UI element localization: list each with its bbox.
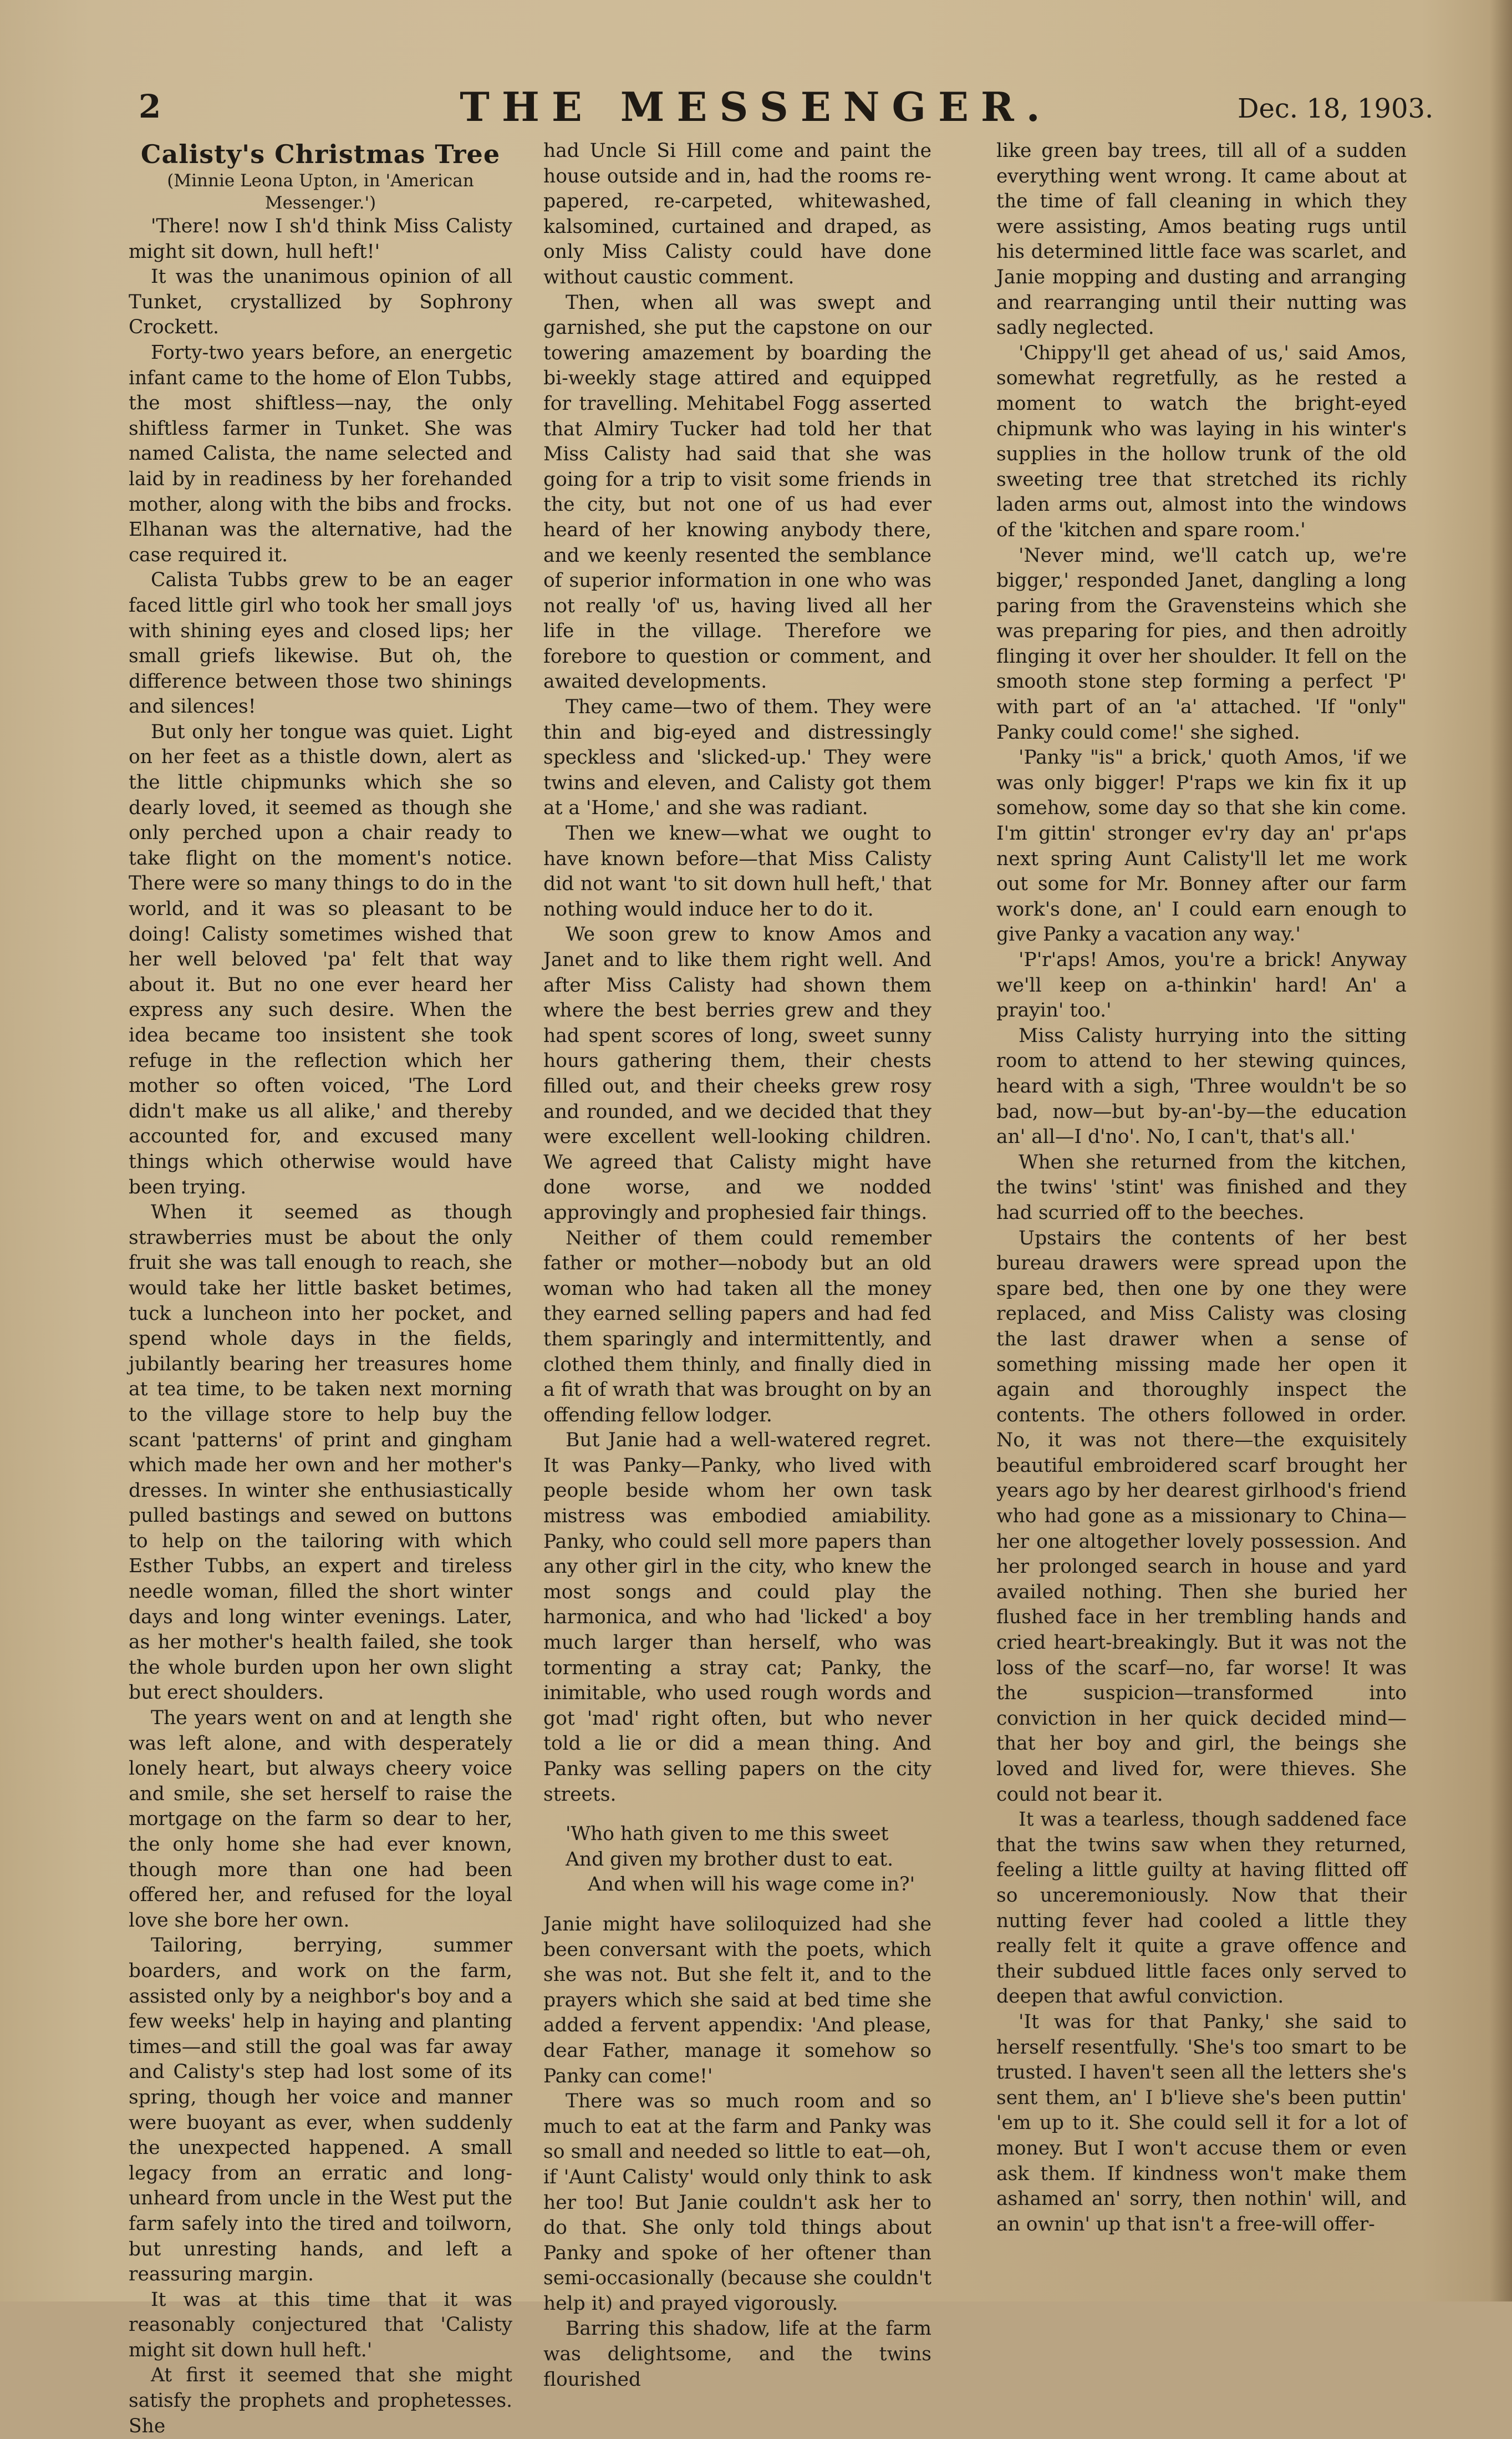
story-title: Calisty's Christmas Tree — [140, 139, 501, 169]
paragraph: Upstairs the contents of her best bureau drawers were spread upon the spare bed, then one by one they were replaced, and Miss Calisty was closing the last drawer when a sense of something missing made her open it again and thoroughly inspect the contents. The others followed in order. No, it was not there—the exquisitely beautiful embroidered scarf brought her years ago by her dearest girlhood's friend who had gone as a missionary to China—her one altogether lovely possession. And her prolonged search in house and yard availed nothing. Then she buried her flushed face in her trembling hands and cried heart-breakingly. But it was not the loss of the scarf—no, far worse! It was the suspicion—transformed into conviction in her quick decided mind—that her boy and girl, the beings she loved and lived for, were thieves. She could not bear it. — [996, 1227, 1407, 1806]
paragraph: Miss Calisty hurrying into the sitting room to attend to her stewing quinces, heard with a sigh, 'Three wouldn't be so bad, now—but by-an'-by—the education an' all—I d'no'. No, I can't, that's all.' — [996, 1024, 1407, 1149]
paragraph: 'It was for that Panky,' she said to herself resentfully. 'She's too smart to be trusted. I haven't seen all the letters she's sent them, an' I b'lieve she's been puttin' 'em up to it. She could sell it for a lot of money. But I won't accuse them or even ask them. If kindness won't make them ashamed an' sorry, then nothin' will, and an ownin' up that isn't a free-will offer- — [996, 2010, 1407, 2235]
verse-quote — [543, 1822, 931, 1898]
paragraph: 'Panky "is" a brick,' quoth Amos, 'if we was only bigger! P'raps we kin fix it up somehow, some day so that she kin come. I'm gittin' stronger ev'ry day an' pr'aps next spring Aunt Calisty'll let me work out some for Mr. Bonney after our farm work's done, an' I could earn enough to give Panky a vacation any way.' — [996, 746, 1407, 946]
paragraph: 'Never mind, we'll catch up, we're bigger,' responded Janet, dangling a long paring from the Gravensteins which she was preparing for pies, and then adroitly flinging it over her shoulder. It fell on the smooth stone step forming a perfect 'P' with part of an 'a' attached. 'If "only" Panky could come!' she sighed. — [996, 544, 1407, 744]
paragraph: Forty-two years before, an energetic infant came to the home of Elon Tubbs, the most shiftless—nay, the only shiftless farmer in Tunket. She was named Calista, the name selected and laid by in readiness by her forehanded mother, along with the bibs and frocks. Elhanan was the alternative, had the case required it. — [129, 341, 512, 566]
paragraph: When it seemed as though strawberries must be about the only fruit she was tall enough to reach, she would take her little basket betimes, tuck a luncheon into her pocket, and spend whole days in the fields, jubilantly bearing her treasures home at tea time, to be taken next morning to the village store to help buy the scant 'patterns' of print and gingham which made her own and her mother's dresses. In winter she enthusiastically pulled bastings and sewed on buttons to help on the tailoring with which Esther Tubbs, an expert and tireless needle woman, filled the short winter days and long winter evenings. Later, as her mother's health failed, she took the whole burden upon her own slight but erect shoulders. — [129, 1201, 512, 1704]
paragraph: But Janie had a well-watered regret. It was Panky—Panky, who lived with people beside whom her own task mistress was embodied amiability. Panky, who could sell more papers than any other girl in the city, who knew the most songs and could play the harmonica, and who had 'licked' a boy much larger than herself, who was tormenting a stray cat; Panky, the inimitable, who used rough words and got 'mad' right often, but who never told a lie or did a mean thing. And Panky was selling papers on the city streets. — [543, 1429, 931, 1806]
newspaper-title: THE MESSENGER. — [460, 83, 1052, 130]
column-3 — [996, 139, 1407, 2237]
verse-line: And given my brother dust to eat. — [566, 1848, 894, 1871]
masthead — [0, 78, 1512, 139]
paragraph: 'P'r'aps! Amos, you're a brick! Anyway we'll keep on a-thinkin' hard! An' a prayin' too.' — [996, 949, 1407, 1022]
paragraph: Neither of them could remember father or mother—nobody but an old woman who had taken all the money they earned selling papers and had fed them sparingly and intermittently, and clothed them thinly, and finally died in a fit of wrath that was brought on by an offending fellow lodger. — [543, 1227, 931, 1426]
paragraph: It was a tearless, though saddened face that the twins saw when they returned, feeling a little guilty at having flitted off so unceremoniously. Now that their nutting fever had cooled a little they really felt it quite a grave offence and their subdued little faces only served to deepen that awful conviction. — [996, 1808, 1407, 2008]
verse-line: 'Who hath given to me this sweet — [566, 1823, 889, 1846]
paragraph: Then, when all was swept and garnished, she put the capstone on our towering amazement by boarding the bi-weekly stage attired and equipped for travelling. Mehitabel Fogg asserted that Almiry Tucker had told her that Miss Calisty had said that she was going for a trip to visit some friends in the city, but not one of us had ever heard of her knowing anybody there, and we keenly resented the semblance of superior information in one who was not really 'of' us, having lived all her life in the village. Therefore we forebore to question or comment, and awaited developments. — [543, 291, 931, 693]
paragraph: Barring this shadow, life at the farm was delightsome, and the twins flourished — [543, 2318, 931, 2391]
paragraph: Janie might have soliloquized had she been conversant with the poets, which she was not. But she felt it, and to the prayers which she said at bed time she added a fervent appendix: 'And please, dear Father, manage it somehow so Panky can come!' — [543, 1913, 931, 2087]
paragraph: At first it seemed that she might satisfy the prophets and prophetesses. She — [129, 2364, 512, 2437]
paragraph: Tailoring, berrying, summer boarders, and work on the farm, assisted only by a neighbor's boy and a few weeks' help in haying and planting times—and still the goal was far away and Calisty's step had lost some of its spring, though her voice and manner were buoyant as ever, when suddenly the unexpected happened. A small legacy from an erratic and long-unheard from uncle in the West put the farm safely into the tired and toilworn, but unresting hands, and left a reassuring margin. — [129, 1934, 512, 2286]
paragraph: 'Chippy'll get ahead of us,' said Amos, somewhat regretfully, as he rested a moment to watch the bright-eyed chipmunk who was laying in his winter's supplies in the hollow trunk of the old sweeting tree that stretched its richly laden arms out, almost into the windows of the 'kitchen and spare room.' — [996, 342, 1407, 541]
paragraph: It was at this time that it was reasonably conjectured that 'Calisty might sit down hull heft.' — [129, 2288, 512, 2361]
column-2 — [543, 139, 931, 2392]
paragraph: There was so much room and so much to eat at the farm and Panky was so small and needed so little to eat—oh, if 'Aunt Calisty' would only think to ask her too! But Janie couldn't ask her to do that. She only told things about Panky and spoke of her oftener than semi-occasionally (because she couldn't help it) and prayed vigorously. — [543, 2090, 931, 2315]
paragraph: They came—two of them. They were thin and big-eyed and distressingly speckless and 'slicked-up.' They were twins and eleven, and Calisty got them at a 'Home,' and she was radiant. — [543, 696, 931, 820]
paragraph: When she returned from the kitchen, the twins' 'stint' was finished and they had scurried off to the beeches. — [996, 1151, 1407, 1224]
paragraph: Calista Tubbs grew to be an eager faced little girl who took her small joys with shining eyes and closed lips; her small griefs likewise. But oh, the difference between those two shinings and silences! — [129, 569, 512, 718]
paragraph: We soon grew to know Amos and Janet and to like them right well. And after Miss Calisty had shown them where the best berries grew and they had spent scores of long, sweet sunny hours gathering them, their chests filled out, and their cheeks grew rosy and rounded, and we decided that they were excellent well-looking children. We agreed that Calisty might have done worse, and we nodded approvingly and prophesied fair things. — [543, 923, 931, 1224]
column-1 — [129, 139, 512, 2439]
paragraph-continued: like green bay trees, till all of a sudden everything went wrong. It came about at the time of fall cleaning in which they were assisting, Amos beating rugs until his determined little face was scarlet, and Janie mopping and dusting and arranging and rearranging until their nutting was sadly neglected. — [996, 140, 1407, 339]
paragraph: But only her tongue was quiet. Light on her feet as a thistle down, alert as the little chipmunks which she so dearly loved, it seemed as though she only perched upon a chair ready to take flight on the moment's notice. There were so many things to do in the world, and it was so pleasant to be doing! Calisty sometimes wished that her well beloved 'pa' felt that way about it. But no one ever heard her express any such desire. When the idea became too insistent she took refuge in the reflection which her mother so often voiced, 'The Lord didn't make us all alike,' and thereby accounted for, and excused many things which otherwise would have been trying. — [129, 720, 512, 1198]
issue-date: Dec. 18, 1903. — [1238, 93, 1434, 124]
page-edge-shadow — [1490, 0, 1512, 2301]
page-number: 2 — [139, 88, 161, 125]
paragraph-continued: had Uncle Si Hill come and paint the house outside and in, had the rooms re-papered, re-carpeted, whitewashed, kalsomined, curtained and draped, as only Miss Calisty could have done without caustic comment. — [543, 140, 931, 288]
verse-line: And when will his wage come in?' — [588, 1873, 915, 1896]
paragraph: Then we knew—what we ought to have known before—that Miss Calisty did not want 'to sit down hull heft,' that nothing would induce her to do it. — [543, 822, 931, 921]
story-byline: (Minnie Leona Upton, in 'American Messenger.') — [167, 171, 474, 213]
paragraph: It was the unanimous opinion of all Tunket, crystallized by Sophrony Crockett. — [129, 266, 512, 339]
paragraph: The years went on and at length she was left alone, and with desperately lonely heart, but always cheery voice and smile, she set herself to raise the mortgage on the farm so dear to her, the only home she had ever known, though more than one had been offered her, and refused for the loyal love she bore her own. — [129, 1707, 512, 1932]
paragraph: 'There! now I sh'd think Miss Calisty might sit down, hull heft!' — [129, 215, 512, 263]
